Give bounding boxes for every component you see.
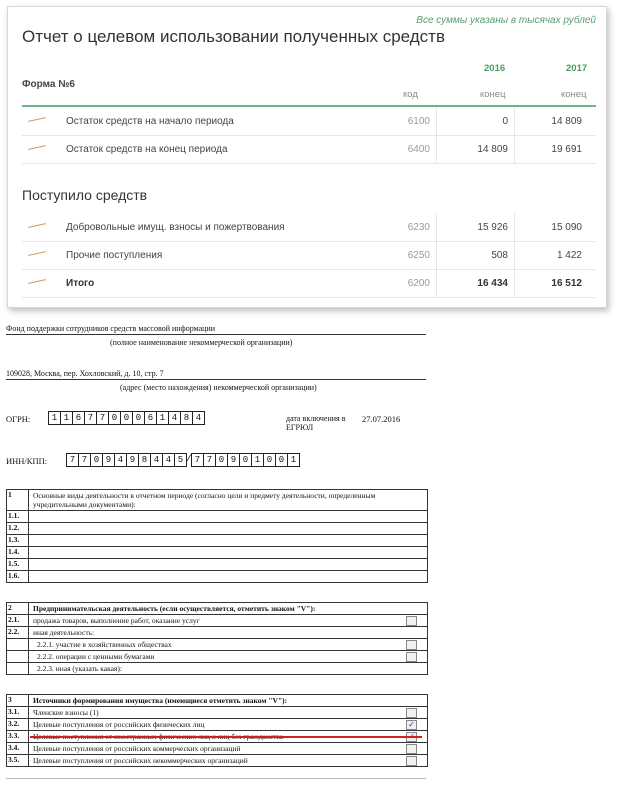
egrul-date: 27.07.2016 [362, 414, 401, 424]
row-number: 1.3. [7, 535, 29, 546]
digit-cell: 0 [90, 453, 103, 467]
section-2-row [7, 615, 427, 627]
column-divider [514, 135, 515, 163]
row-text: 2.2.3. иная (указать какая): [37, 664, 122, 673]
column-divider [514, 213, 515, 241]
digit-cell: 4 [114, 453, 127, 467]
column-divider [514, 107, 515, 135]
checkbox[interactable] [406, 708, 417, 718]
row-code: 6400 [407, 144, 430, 155]
row-code: 6100 [407, 116, 430, 127]
digit-cell: 0 [215, 453, 228, 467]
column-divider [436, 135, 437, 163]
row-text: Членские взносы (1) [33, 708, 99, 717]
report-row [22, 107, 596, 136]
row-text: продажа товаров, выполнение работ, оказание услуг [33, 616, 200, 625]
section-1-row [7, 511, 427, 523]
digit-cell: 6 [144, 411, 157, 425]
section-2-title: Предпринимательская деятельность (если осуществляется, отметить знаком "V"): [33, 604, 316, 613]
section-2-row [7, 663, 427, 674]
digit-cell: 8 [138, 453, 151, 467]
section-3-row [7, 743, 427, 755]
year-2017-header: 2017 [566, 63, 588, 74]
ogrn-cells [48, 411, 204, 425]
report-row [22, 135, 596, 164]
red-underline-3-3 [30, 736, 422, 738]
section-2-table [6, 602, 428, 675]
row-number [7, 651, 29, 662]
value-2016: 14 809 [477, 144, 508, 155]
row-code: 6250 [407, 250, 430, 261]
section-3-table [6, 694, 428, 767]
digit-cell: 7 [203, 453, 216, 467]
digit-cell: 9 [102, 453, 115, 467]
scanned-form [0, 318, 620, 803]
row-text: 2.2.1. участие в хозяйственных обществах [37, 640, 172, 649]
value-2017: 15 090 [551, 222, 582, 233]
section-1-row [7, 547, 427, 559]
report-card [7, 6, 607, 308]
digit-cell: 1 [48, 411, 61, 425]
value-2016: 16 434 [477, 278, 508, 289]
value-2016: 0 [502, 116, 508, 127]
year-2016-header: 2016 [484, 63, 506, 74]
row-number: 1.5. [7, 559, 29, 570]
section-3-row [7, 755, 427, 766]
row-number: 1.6. [7, 571, 29, 582]
inn-label: ИНН/КПП: [6, 456, 48, 466]
digit-cell: 7 [66, 453, 79, 467]
checkbox[interactable] [406, 616, 417, 626]
end-2017-header: конец [561, 89, 587, 100]
section-1-title: Основные виды деятельности в отчетном периоде (согласно цели и предмету деятельности, определенным учредительными документами): [33, 491, 376, 509]
section-2-header: 2 Предпринимательская деятельность (если осуществляется, отметить знаком "V"): [7, 603, 427, 615]
trend-arrow-icon [28, 117, 46, 122]
org-name-caption: (полное наименование некоммерческой организации) [110, 338, 293, 347]
trend-arrow-icon [28, 251, 46, 256]
row-number [7, 663, 29, 674]
digit-cell: 1 [156, 411, 169, 425]
digit-cell: 0 [239, 453, 252, 467]
digit-cell: 7 [84, 411, 97, 425]
checkbox[interactable] [406, 756, 417, 766]
row-code: 6200 [407, 278, 430, 289]
row-number: 3.4. [7, 743, 29, 754]
row-text: Целевые поступления от российских коммерческих организаций [33, 744, 241, 753]
income-section-title: Поступило средств [22, 187, 148, 203]
digit-cell: 4 [150, 453, 163, 467]
code-column-header: код [403, 89, 418, 100]
section-1-table [6, 489, 428, 583]
report-row [22, 213, 596, 242]
row-number [7, 639, 29, 650]
trend-arrow-icon [28, 223, 46, 228]
section-3-row [7, 719, 427, 731]
checkbox[interactable]: ✓ [406, 720, 417, 730]
currency-note: Все суммы указаны в тысячах рублей [416, 15, 596, 26]
digit-cell: 1 [287, 453, 300, 467]
row-number: 3.2. [7, 719, 29, 730]
section-1-row [7, 523, 427, 535]
row-label: Остаток средств на начало периода [66, 116, 234, 127]
row-number: 2.2. [7, 627, 29, 638]
digit-cell: 4 [168, 411, 181, 425]
row-text: Целевые поступления от российских некоммерческих организаций [33, 756, 248, 765]
column-divider [436, 213, 437, 241]
row-number: 1.2. [7, 523, 29, 534]
digit-cell: 0 [132, 411, 145, 425]
section-2-row [7, 639, 427, 651]
digit-cell: 0 [263, 453, 276, 467]
digit-cell: 1 [60, 411, 73, 425]
column-divider [514, 269, 515, 297]
row-label: Прочие поступления [66, 250, 163, 261]
value-2017: 14 809 [551, 116, 582, 127]
digit-cell: 5 [174, 453, 187, 467]
value-2017: 19 691 [551, 144, 582, 155]
digit-cell: 0 [120, 411, 133, 425]
row-text: Целевые поступления от российских физических лиц [33, 720, 205, 729]
address-caption: (адрес (место нахождения) некоммерческой организации) [120, 383, 317, 392]
form-bottom-line [6, 778, 426, 779]
row-label: Остаток средств на конец периода [66, 144, 228, 155]
section-1-row [7, 535, 427, 547]
digit-cell: 9 [227, 453, 240, 467]
row-number: 1.1. [7, 511, 29, 522]
org-address: 109028, Москва, пер. Хохловский, д. 10, стр. 7 [6, 369, 164, 378]
row-label: Итого [66, 278, 95, 289]
column-divider [436, 269, 437, 297]
row-number: 2.1. [7, 615, 29, 626]
digit-cell: 1 [251, 453, 264, 467]
digit-cell: 7 [78, 453, 91, 467]
value-2017: 1 422 [556, 250, 582, 261]
row-number: 3.1. [7, 707, 29, 718]
digit-cell: 7 [96, 411, 109, 425]
section-1-header: 1 Основные виды деятельности в отчетном периоде (согласно цели и предмету деятельности, определенным учредительными документами): [7, 490, 427, 511]
report-row [22, 269, 596, 298]
trend-arrow-icon [28, 279, 46, 284]
row-text: 2.2.2. операции с ценными бумагами [37, 652, 155, 661]
end-2016-header: конец [480, 89, 506, 100]
digit-cell: 0 [275, 453, 288, 467]
ogrn-label: ОГРН: [6, 414, 31, 424]
row-text: иная деятельность: [33, 628, 95, 637]
digit-cell: 9 [126, 453, 139, 467]
inn-kpp-cells [66, 453, 299, 467]
section-2-row [7, 627, 427, 639]
digit-cell: 6 [72, 411, 85, 425]
section-3-header: 3 Источники формирования имущества (имеющиеся отметить знаком "V"): [7, 695, 427, 707]
section-1-row [7, 559, 427, 571]
section-2-row [7, 651, 427, 663]
value-2016: 508 [491, 250, 508, 261]
column-divider [436, 241, 437, 269]
row-number: 1.4. [7, 547, 29, 558]
section-3-title: Источники формирования имущества (имеющиеся отметить знаком "V"): [33, 696, 288, 705]
report-title: Отчет о целевом использовании полученных средств [22, 27, 445, 46]
report-row [22, 241, 596, 270]
digit-cell: 7 [191, 453, 204, 467]
value-2016: 15 926 [477, 222, 508, 233]
digit-cell: 0 [108, 411, 121, 425]
row-number: 3.5. [7, 755, 29, 766]
column-divider [514, 241, 515, 269]
row-label: Добровольные имущ. взносы и пожертвования [66, 222, 285, 233]
digit-cell: 4 [162, 453, 175, 467]
trend-arrow-icon [28, 145, 46, 150]
column-divider [436, 107, 437, 135]
section-1-row [7, 571, 427, 582]
row-code: 6230 [407, 222, 430, 233]
checkbox[interactable] [406, 744, 417, 754]
checkbox[interactable] [406, 652, 417, 662]
cell-separator: / [186, 454, 192, 464]
org-name-underline [6, 334, 426, 335]
form-label: Форма №6 [22, 79, 75, 90]
section-3-row [7, 707, 427, 719]
digit-cell: 8 [180, 411, 193, 425]
row-number: 3.3. [7, 731, 29, 742]
address-underline [6, 379, 426, 380]
egrul-label: дата включения в ЕГРЮЛ [286, 414, 346, 432]
org-name: Фонд поддержки сотрудников средств массовой информации [6, 324, 216, 333]
value-2017: 16 512 [551, 278, 582, 289]
checkbox[interactable] [406, 640, 417, 650]
digit-cell: 4 [192, 411, 205, 425]
